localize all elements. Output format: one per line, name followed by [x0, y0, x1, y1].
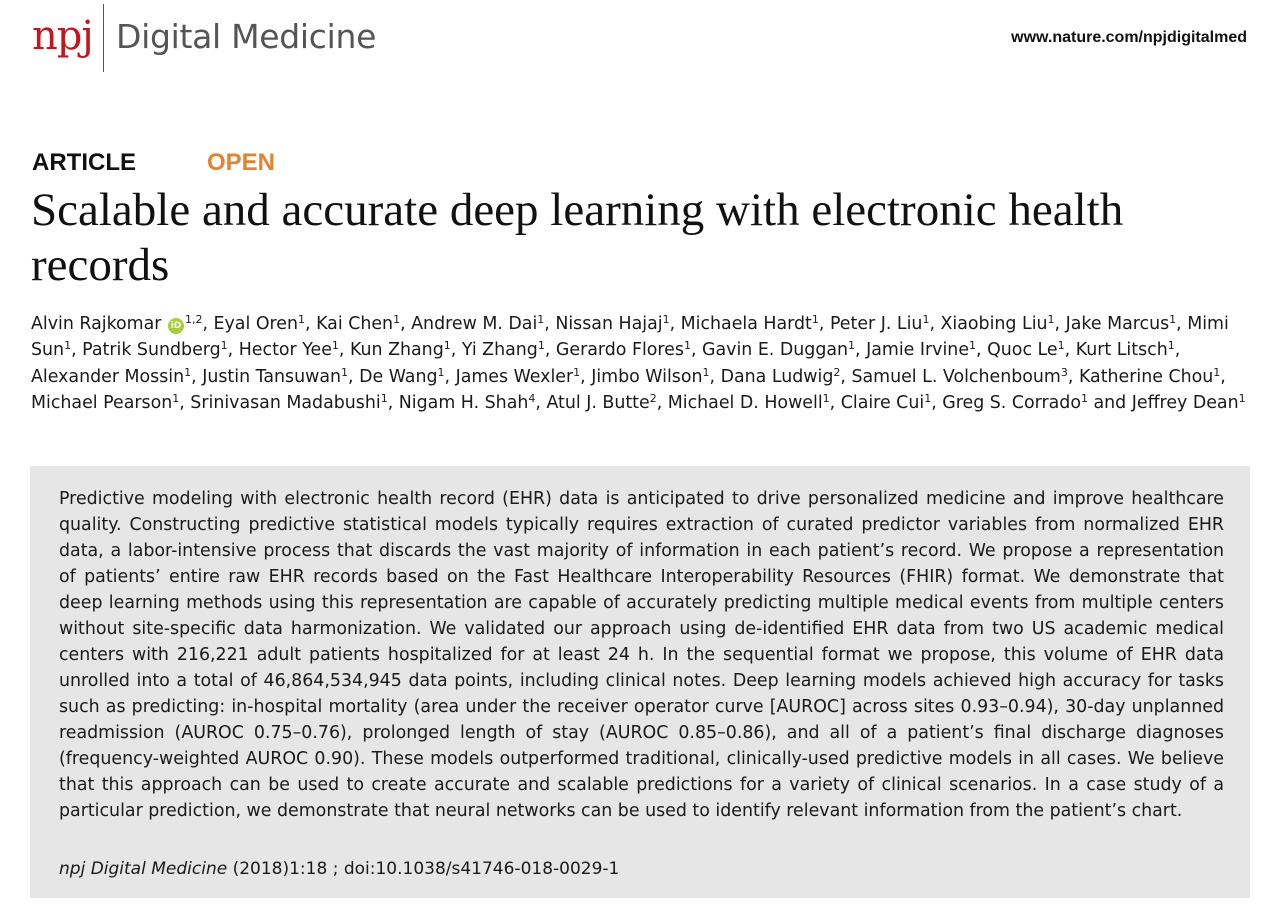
- logo-divider: [103, 4, 104, 72]
- citation-line: [59, 859, 619, 879]
- author-affiliation[interactable]: 1: [1238, 392, 1246, 406]
- author-name[interactable]: Justin Tansuwan: [202, 366, 342, 387]
- author-name[interactable]: Gerardo Flores: [555, 340, 684, 361]
- author-affiliation[interactable]: 1: [662, 313, 670, 326]
- author-affiliation[interactable]: 1: [64, 339, 72, 353]
- author-affiliation[interactable]: 2: [649, 392, 657, 406]
- author-name[interactable]: Nigam H. Shah: [398, 393, 529, 414]
- page-header: [0, 0, 1280, 80]
- journal-logo-npj[interactable]: npj: [32, 13, 93, 59]
- author-affiliation[interactable]: 1: [1167, 339, 1175, 353]
- author-affiliation[interactable]: 1: [822, 392, 830, 406]
- author-affiliation[interactable]: 1: [437, 365, 445, 379]
- author-affiliation[interactable]: 1: [969, 339, 977, 353]
- author-name[interactable]: Jimbo Wilson: [591, 366, 703, 387]
- author-name[interactable]: Nissan Hajaj: [555, 314, 663, 334]
- author-name[interactable]: Xiaobing Liu: [940, 314, 1048, 334]
- author-name[interactable]: Kurt Litsch: [1075, 340, 1168, 361]
- author-affiliation[interactable]: 1: [380, 392, 388, 406]
- author-name[interactable]: Yi Zhang: [461, 340, 538, 361]
- author-name[interactable]: Samuel L. Volchenboum: [851, 366, 1061, 387]
- author-name[interactable]: Jeffrey Dean: [1131, 393, 1239, 414]
- author-name[interactable]: Kai Chen: [316, 314, 394, 334]
- author-affiliation[interactable]: 1: [537, 313, 545, 326]
- author-name[interactable]: Andrew M. Dai: [411, 314, 538, 334]
- author-list: Alvin Rajkomar iD $^{1,2}$, Eyal Oren$^1$, Kai Chen$^1$, Andrew M. Dai$^1$, Nissan Hajaj$^1$, Michaela Hardt$^1$, Peter J. Liu$^1$, Xiaobing Liu$^1$, Jake Marcus$^1$, Mimi Sun$^1$, Patrik Sundberg$^1$, Hector Yee$^1$, Kun Zhang$^1$, Yi Zhang$^1$, Gerardo Flores$^1$, Gavin E. Duggan$^1$, Jamie Irvine$^1$, Quoc Le$^1$, Kurt Litsch$^1$, Alexander Mossin$^1$, Justin Tansuwan$^1$, De Wang$^1$, James Wexler$^1$, Jimbo Wilson$^1$, Dana Ludwig$^2$, Samuel L. Volchenboum$^3$, Katherine Chou$^1$, Michael Pearson$^1$, Srinivasan Madabushi$^1$, Nigam H. Shah$^4$, Atul J. Butte$^2$, Michael D. Howell$^1$, Claire Cui$^1$, Greg S. Corrado$^1$ and Jeffrey Dean$^1$: [31, 313, 1246, 414]
- author-affiliation[interactable]: 1: [298, 313, 306, 326]
- author-name[interactable]: Dana Ludwig: [720, 366, 834, 387]
- author-affiliation[interactable]: 1: [573, 365, 581, 379]
- author-name[interactable]: Jamie Irvine: [866, 340, 970, 361]
- author-name[interactable]: Kun Zhang: [349, 340, 444, 361]
- author-affiliation[interactable]: 1: [184, 365, 192, 379]
- author-name[interactable]: Quoc Le: [987, 340, 1058, 361]
- author-name[interactable]: Atul J. Butte: [546, 393, 650, 414]
- author-affiliation[interactable]: 1: [331, 339, 339, 353]
- author-affiliation[interactable]: 2: [833, 365, 841, 379]
- author-name[interactable]: Eyal Oren: [213, 314, 299, 334]
- journal-name[interactable]: Digital Medicine: [116, 17, 377, 56]
- author-name[interactable]: De Wang: [359, 366, 438, 387]
- author-name[interactable]: Alexander Mossin: [31, 366, 185, 387]
- author-affiliation[interactable]: 1: [683, 339, 691, 353]
- author-name[interactable]: Greg S. Corrado: [942, 393, 1081, 414]
- author-affiliation[interactable]: 1: [172, 392, 180, 406]
- journal-site-link[interactable]: www.nature.com/npjdigitalmed: [1011, 29, 1247, 46]
- author-affiliation[interactable]: 1: [1080, 392, 1088, 406]
- author-name[interactable]: Gavin E. Duggan: [702, 340, 849, 361]
- abstract-panel: [30, 466, 1250, 898]
- article-title: Scalable and accurate deep learning with electronic health records: [31, 184, 1124, 291]
- author-affiliation[interactable]: 1: [393, 313, 401, 326]
- author-affiliation[interactable]: 3: [1060, 365, 1068, 379]
- author-affiliation[interactable]: 1: [341, 365, 349, 379]
- author-name[interactable]: Patrik Sundberg: [82, 340, 221, 361]
- author-name[interactable]: Michael D. Howell: [667, 393, 823, 414]
- author-name[interactable]: James Wexler: [455, 366, 574, 387]
- author-affiliation[interactable]: 1: [220, 339, 228, 353]
- author-name[interactable]: Alvin Rajkomar: [31, 314, 162, 334]
- author-affiliation[interactable]: 1: [702, 365, 710, 379]
- author-name[interactable]: Katherine Chou: [1078, 366, 1214, 387]
- author-affiliation[interactable]: 1: [922, 313, 930, 326]
- open-access-badge: OPEN: [207, 149, 276, 176]
- author-affiliation[interactable]: 1: [443, 339, 451, 353]
- author-name[interactable]: Michaela Hardt: [680, 314, 812, 334]
- author-affiliation[interactable]: 1: [924, 392, 932, 406]
- citation-journal: npj Digital Medicine: [59, 859, 228, 879]
- author-affiliation[interactable]: 1: [1047, 313, 1055, 326]
- author-name[interactable]: Peter J. Liu: [829, 314, 923, 334]
- citation-details[interactable]: (2018)1:18 ; doi:10.1038/s41746-018-0029-1: [227, 859, 620, 879]
- orcid-icon[interactable]: iD: [168, 318, 184, 334]
- author-affiliation[interactable]: 1: [848, 339, 856, 353]
- author-name[interactable]: Michael Pearson: [31, 393, 173, 414]
- abstract-text: Predictive modeling with electronic health record (EHR) data is anticipated to drive personalized medicine and improve healthcare quality. Constructing predictive statistical models typically requires extraction of curated predictor variables from normalized EHR data, a labor-intensive process that discards the vast majority of information in each patient’s record. We propose a representation of patients’ entire raw EHR records based on the Fast Healthcare Interoperability Resources (FHIR) format. We demonstrate that deep learning methods using this representation are capable of accurately predicting multiple medical events from multiple centers without site-specific data harmonization. We validated our approach using de-identified EHR data from two US academic medical centers with 216,221 adult patients hospitalized for at least 24 h. In the sequential format we propose, this volume of EHR data unrolled into a total of 46,864,534,945 data points, including clinical notes. Deep learning models achieved high accuracy for tasks such as predicting: in-hospital mortality (area under the receiver operator curve [AUROC] across sites 0.93–0.94), 30-day unplanned readmission (AUROC 0.75–0.76), prolonged length of stay (AUROC 0.85–0.86), and all of a patient’s final discharge diagnoses (frequency-weighted AUROC 0.90). These models outperformed traditional, clinically-used predictive models in all cases. We believe that this approach can be used to create accurate and scalable predictions for a variety of clinical scenarios. In a case study of a particular prediction, we demonstrate that neural networks can be used to identify relevant information from the patient’s chart.: [59, 489, 1224, 821]
- author-affiliation[interactable]: 1,2: [184, 313, 203, 326]
- author-affiliation[interactable]: 1: [537, 339, 545, 353]
- author-name[interactable]: Mimi Sun: [31, 314, 1229, 361]
- author-affiliation[interactable]: 1: [1057, 339, 1065, 353]
- author-name[interactable]: Claire Cui: [840, 393, 925, 414]
- author-affiliation[interactable]: 4: [528, 392, 536, 406]
- author-affiliation[interactable]: 1: [811, 313, 819, 326]
- author-affiliation[interactable]: 1: [1213, 365, 1221, 379]
- author-affiliation[interactable]: 1: [1169, 313, 1177, 326]
- article-type-label: ARTICLE: [32, 149, 136, 176]
- author-name[interactable]: Hector Yee: [238, 340, 332, 361]
- author-name[interactable]: Jake Marcus: [1065, 314, 1170, 334]
- author-name[interactable]: Srinivasan Madabushi: [190, 393, 381, 414]
